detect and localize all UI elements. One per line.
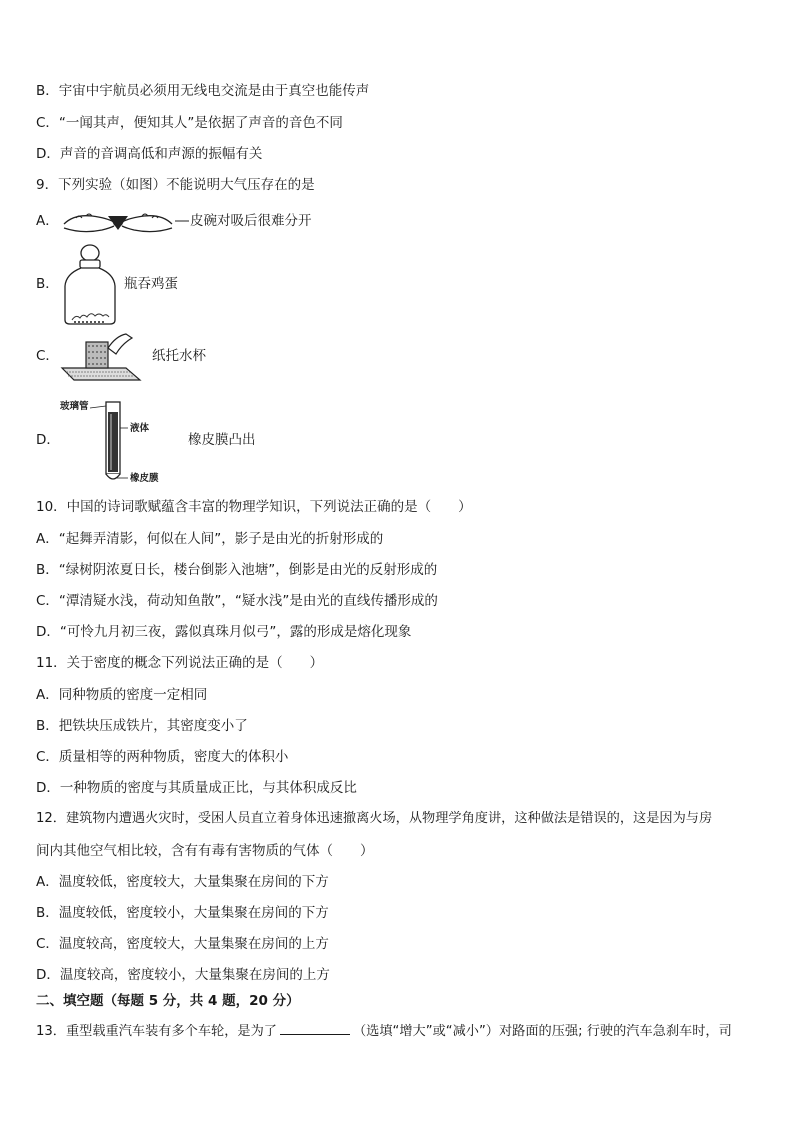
q12-option-a: A．温度较低，密度较大，大量集聚在房间的下方: [36, 874, 329, 890]
q9-option-d-caption: 橡皮膜凸出: [188, 432, 256, 448]
q10-stem: 10．中国的诗词歌赋蕴含丰富的物理学知识，下列说法正确的是（ ）: [36, 499, 472, 515]
glass-tube-label: 玻璃管: [60, 401, 89, 412]
q11-option-c: C．质量相等的两种物质，密度大的体积小: [36, 749, 289, 765]
bottle-egg-figure: [62, 244, 118, 326]
q13-stem-post: （选填“增大”或“减小”）对路面的压强; 行驶的汽车急刹车时，司: [352, 1024, 732, 1039]
q10-option-b: B．“绿树阴浓夏日长，楼台倒影入池塘”，倒影是由光的反射形成的: [36, 562, 438, 578]
q10-option-c: C．“潭清疑水浅，荷动知鱼散”，“疑水浅”是由光的直线传播形成的: [36, 593, 438, 609]
q12-option-c: C．温度较高，密度较大，大量集聚在房间的上方: [36, 936, 329, 952]
q9-option-c-caption: 纸托水杯: [152, 348, 206, 364]
q9-option-a-caption: 皮碗对吸后很难分开: [190, 213, 312, 229]
q9-stem: 9．下列实验（如图）不能说明大气压存在的是: [36, 177, 315, 193]
q10-option-d: D．“可怜九月初三夜，露似真珠月似弓”，露的形成是熔化现象: [36, 624, 412, 640]
q12-option-d: D．温度较高，密度较小，大量集聚在房间的上方: [36, 967, 330, 983]
glass-tube-figure: [60, 398, 180, 484]
q9-option-c-label: C．: [36, 348, 59, 364]
q9-option-d-label: D．: [36, 432, 60, 448]
q10-option-a: A．“起舞弄清影，何似在人间”，影子是由光的折射形成的: [36, 531, 384, 547]
q12-stem-line1: 12．建筑物内遭遇火灾时，受困人员直立着身体迅速撤离火场，从物理学角度讲，这种做法是错误的，这是因为与房: [36, 811, 713, 826]
paper-cup-figure: [60, 330, 142, 382]
q8-option-d: D．声音的音调高低和声源的振幅有关: [36, 146, 263, 162]
q13-answer-blank[interactable]: [280, 1020, 350, 1035]
q11-option-d: D．一种物质的密度与其质量成正比，与其体积成反比: [36, 780, 357, 796]
q12-stem-line2: 间内其他空气相比较，含有有毒有害物质的气体（ ）: [36, 843, 374, 859]
q9-option-a-label: A．: [36, 213, 59, 229]
q11-stem: 11．关于密度的概念下列说法正确的是（ ）: [36, 655, 324, 671]
q13-stem-pre: 13．重型载重汽车装有多个车轮，是为了: [36, 1024, 277, 1039]
membrane-label: 橡皮膜: [130, 473, 159, 484]
liquid-label: 液体: [130, 423, 150, 434]
q13-stem: [36, 1020, 732, 1041]
suction-cups-figure: [62, 204, 174, 238]
q8-option-b: B．宇宙中宇航员必须用无线电交流是由于真空也能传声: [36, 83, 370, 99]
q11-option-b: B．把铁块压成铁片，其密度变小了: [36, 718, 248, 734]
q8-option-c: C．“一闻其声，便知其人”是依据了声音的音色不同: [36, 115, 343, 131]
q11-option-a: A．同种物质的密度一定相同: [36, 687, 208, 703]
q9-option-b-label: B．: [36, 276, 59, 292]
section-title-fill-in: 二、填空题（每题 5 分，共 4 题，20 分）: [36, 993, 300, 1009]
q12-option-b: B．温度较低，密度较小，大量集聚在房间的下方: [36, 905, 329, 921]
q9-option-b-caption: 瓶吞鸡蛋: [124, 276, 178, 292]
